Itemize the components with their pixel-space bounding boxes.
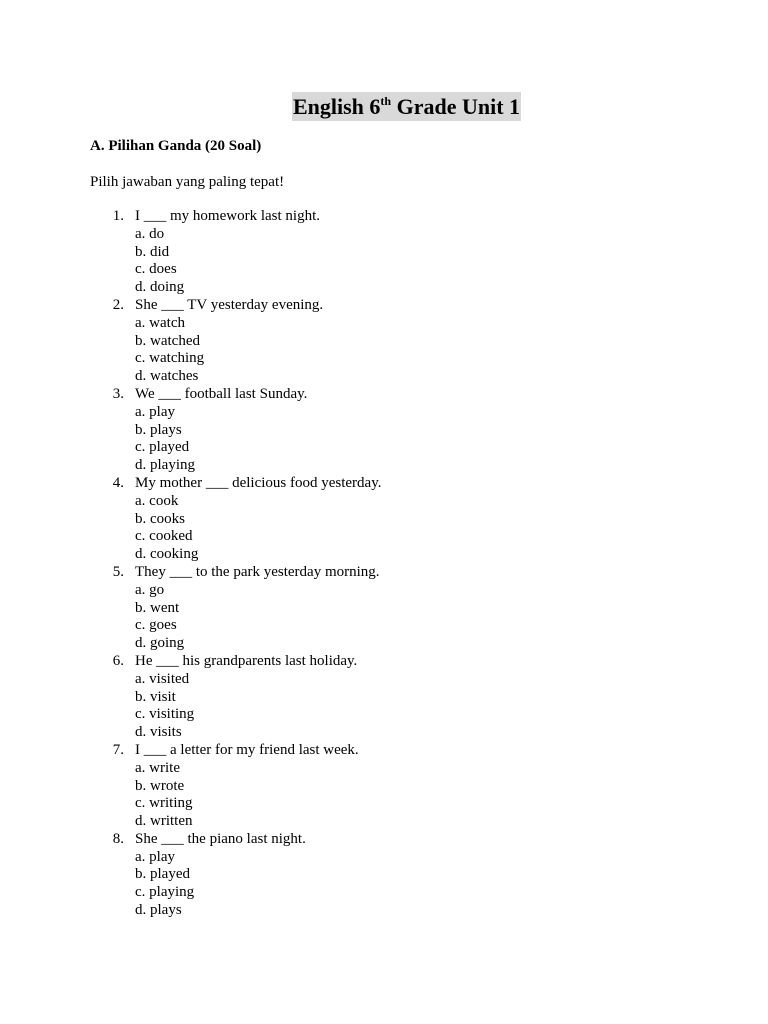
question-item bbox=[0, 208, 768, 297]
instruction-text: Pilih jawaban yang paling tepat! bbox=[90, 174, 285, 190]
answer-option-text: c. visiting bbox=[135, 706, 195, 723]
answer-option bbox=[0, 422, 768, 440]
answer-option bbox=[0, 866, 768, 884]
title-main: English 6 bbox=[292, 94, 381, 119]
answer-option-text: a. write bbox=[135, 759, 180, 776]
question-text: She ___ TV yesterday evening. bbox=[135, 296, 324, 313]
answer-option bbox=[0, 778, 768, 796]
answer-option bbox=[0, 689, 768, 707]
answer-option-text: d. doing bbox=[135, 279, 185, 296]
answer-option bbox=[0, 279, 768, 297]
answer-option bbox=[0, 368, 768, 386]
answer-option bbox=[0, 511, 768, 529]
answer-option-text: d. visits bbox=[135, 724, 182, 741]
answer-option-text: d. plays bbox=[135, 902, 182, 919]
question-item bbox=[0, 831, 768, 920]
answer-option-text: b. wrote bbox=[135, 777, 185, 794]
question-text: I ___ a letter for my friend last week. bbox=[135, 741, 359, 758]
answer-option-text: a. play bbox=[135, 848, 175, 865]
question-row bbox=[0, 742, 768, 760]
answer-option-text: a. go bbox=[135, 581, 165, 598]
answer-option bbox=[0, 226, 768, 244]
answer-option bbox=[0, 528, 768, 546]
answer-option bbox=[0, 546, 768, 564]
answer-option bbox=[0, 350, 768, 368]
answer-option-text: c. playing bbox=[135, 884, 195, 901]
answer-option bbox=[0, 902, 768, 920]
answer-option bbox=[0, 582, 768, 600]
answer-option bbox=[0, 795, 768, 813]
answer-option-text: b. plays bbox=[135, 421, 182, 438]
answer-option-text: c. played bbox=[135, 439, 190, 456]
question-row bbox=[0, 386, 768, 404]
answer-option-text: d. cooking bbox=[135, 546, 199, 563]
question-text: We ___ football last Sunday. bbox=[135, 385, 308, 402]
question-number: 6. bbox=[112, 652, 124, 669]
question-list bbox=[0, 208, 768, 920]
question-number: 7. bbox=[112, 741, 124, 758]
question-row bbox=[0, 475, 768, 493]
answer-option-text: b. watched bbox=[135, 332, 200, 349]
answer-option-text: c. does bbox=[135, 261, 177, 278]
answer-option bbox=[0, 849, 768, 867]
question-number: 8. bbox=[112, 830, 124, 847]
section-heading: A. Pilihan Ganda (20 Soal) bbox=[90, 138, 262, 154]
answer-option-text: a. play bbox=[135, 403, 175, 420]
answer-option bbox=[0, 600, 768, 618]
answer-option bbox=[0, 671, 768, 689]
answer-option bbox=[0, 457, 768, 475]
answer-option bbox=[0, 706, 768, 724]
question-row bbox=[0, 564, 768, 582]
answer-option bbox=[0, 244, 768, 262]
answer-option-text: c. cooked bbox=[135, 528, 193, 545]
question-item bbox=[0, 475, 768, 564]
answer-option-text: a. watch bbox=[135, 314, 185, 331]
question-text: He ___ his grandparents last holiday. bbox=[135, 652, 358, 669]
answer-option-text: b. went bbox=[135, 599, 180, 616]
answer-option-text: b. cooks bbox=[135, 510, 185, 527]
answer-option bbox=[0, 261, 768, 279]
answer-option bbox=[0, 493, 768, 511]
answer-option-text: c. writing bbox=[135, 795, 193, 812]
question-text: They ___ to the park yesterday morning. bbox=[135, 563, 380, 580]
answer-option-text: b. played bbox=[135, 866, 190, 883]
answer-option bbox=[0, 404, 768, 422]
answer-option-text: d. written bbox=[135, 813, 193, 830]
answer-option bbox=[0, 617, 768, 635]
title-superscript: th bbox=[380, 94, 392, 108]
answer-option-text: d. going bbox=[135, 635, 185, 652]
answer-option-text: a. do bbox=[135, 225, 165, 242]
question-text: My mother ___ delicious food yesterday. bbox=[135, 474, 382, 491]
answer-option bbox=[0, 724, 768, 742]
answer-option-text: b. visit bbox=[135, 688, 176, 705]
question-number: 1. bbox=[112, 208, 124, 224]
answer-option bbox=[0, 635, 768, 653]
document-title bbox=[292, 92, 521, 121]
answer-option-text: a. cook bbox=[135, 492, 179, 509]
answer-option-text: c. watching bbox=[135, 350, 205, 367]
title-rest: Grade Unit 1 bbox=[391, 94, 521, 119]
question-number: 2. bbox=[112, 296, 124, 313]
answer-option-text: c. goes bbox=[135, 617, 177, 634]
answer-option bbox=[0, 333, 768, 351]
question-text: She ___ the piano last night. bbox=[135, 830, 306, 847]
answer-option-text: d. playing bbox=[135, 457, 195, 474]
question-number: 3. bbox=[112, 385, 124, 402]
question-item bbox=[0, 653, 768, 742]
answer-option bbox=[0, 813, 768, 831]
answer-option bbox=[0, 884, 768, 902]
question-number: 5. bbox=[112, 563, 124, 580]
question-item bbox=[0, 742, 768, 831]
question-row bbox=[0, 831, 768, 849]
answer-option-text: b. did bbox=[135, 243, 170, 260]
title-container bbox=[0, 92, 768, 121]
answer-option bbox=[0, 760, 768, 778]
answer-option bbox=[0, 439, 768, 457]
question-item bbox=[0, 386, 768, 475]
question-item bbox=[0, 297, 768, 386]
answer-option bbox=[0, 315, 768, 333]
question-row bbox=[0, 653, 768, 671]
answer-option-text: a. visited bbox=[135, 670, 190, 687]
answer-option-text: d. watches bbox=[135, 368, 199, 385]
question-text: I ___ my homework last night. bbox=[135, 208, 320, 224]
question-row bbox=[0, 208, 768, 226]
question-number: 4. bbox=[112, 474, 124, 491]
question-row bbox=[0, 297, 768, 315]
question-item bbox=[0, 564, 768, 653]
